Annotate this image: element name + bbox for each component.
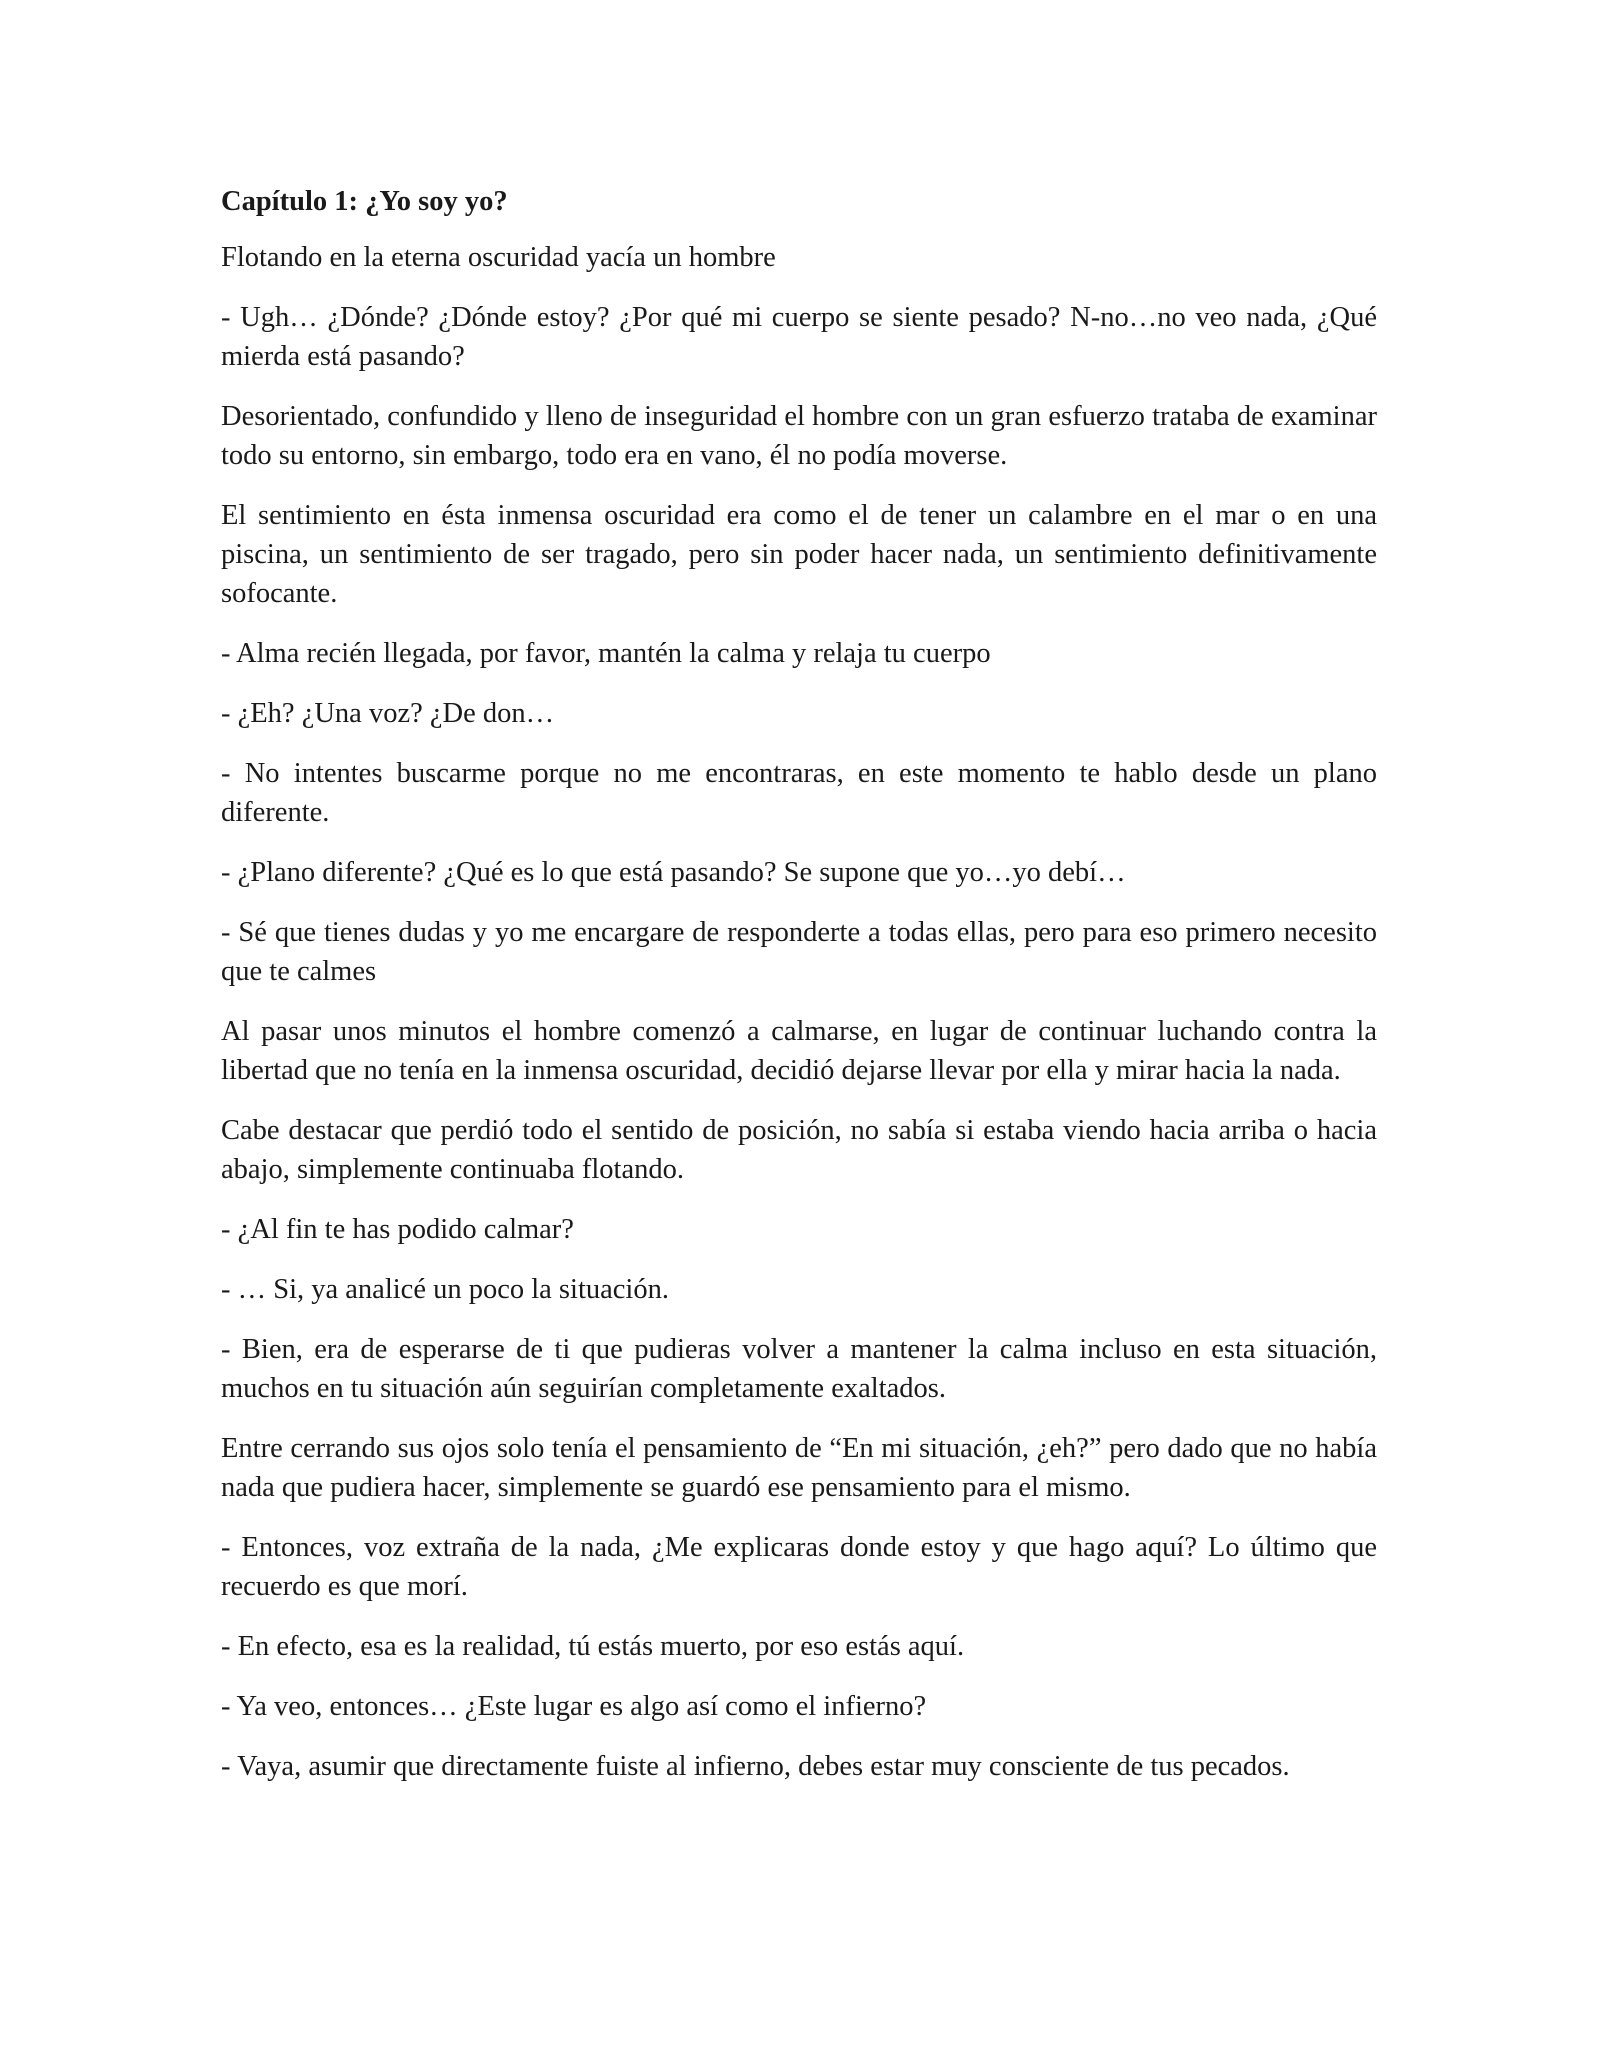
paragraph: Cabe destacar que perdió todo el sentido de posición, no sabía si estaba viendo hacia arriba o hacia abajo, simplemente continuaba flotando. [221,1115,1377,1185]
chapter-title: Capítulo 1: ¿Yo soy yo? [221,186,508,217]
paragraph: Al pasar unos minutos el hombre comenzó a calmarse, en lugar de continuar luchando contra la libertad que no tenía en la inmensa oscuridad, decidió dejarse llevar por ella y mirar hacia la nada. [221,1016,1377,1086]
paragraph: Desorientado, confundido y lleno de inseguridad el hombre con un gran esfuerzo trataba de examinar todo su entorno, sin embargo, todo era en vano, él no podía moverse. [221,401,1377,471]
paragraph: - Bien, era de esperarse de ti que pudieras volver a mantener la calma incluso en esta situación, muchos en tu situación aún seguirían completamente exaltados. [221,1334,1377,1404]
paragraph: - Ya veo, entonces… ¿Este lugar es algo así como el infierno? [221,1691,927,1722]
paragraph: Flotando en la eterna oscuridad yacía un hombre [221,242,776,273]
paragraph: - ¿Al fin te has podido calmar? [221,1214,574,1245]
paragraph: - Entonces, voz extraña de la nada, ¿Me explicaras donde estoy y que hago aquí? Lo último que recuerdo es que morí. [221,1532,1377,1602]
paragraph: - Alma recién llegada, por favor, mantén la calma y relaja tu cuerpo [221,638,991,669]
paragraph: - No intentes buscarme porque no me encontraras, en este momento te hablo desde un plano diferente. [221,758,1377,828]
paragraph: - ¿Plano diferente? ¿Qué es lo que está pasando? Se supone que yo…yo debí… [221,857,1126,888]
paragraph: Entre cerrando sus ojos solo tenía el pensamiento de “En mi situación, ¿eh?” pero dado que no había nada que pudiera hacer, simplemente se guardó ese pensamiento para el mismo. [221,1433,1377,1503]
paragraph: - Ugh… ¿Dónde? ¿Dónde estoy? ¿Por qué mi cuerpo se siente pesado? N-no…no veo nada, ¿Qué mierda está pasando? [221,302,1377,372]
paragraph: - Vaya, asumir que directamente fuiste al infierno, debes estar muy consciente de tus pecados. [221,1751,1290,1782]
paragraph: - Sé que tienes dudas y yo me encargare de responderte a todas ellas, pero para eso primero necesito que te calmes [221,917,1377,987]
paragraph: - ¿Eh? ¿Una voz? ¿De don… [221,698,555,729]
paragraph: - … Si, ya analicé un poco la situación. [221,1274,669,1305]
document-body [221,182,1377,1807]
paragraph: - En efecto, esa es la realidad, tú estás muerto, por eso estás aquí. [221,1631,965,1662]
paragraph: El sentimiento en ésta inmensa oscuridad era como el de tener un calambre en el mar o en una piscina, un sentimiento de ser tragado, pero sin poder hacer nada, un sentimiento definitivamente sofocante. [221,500,1377,609]
